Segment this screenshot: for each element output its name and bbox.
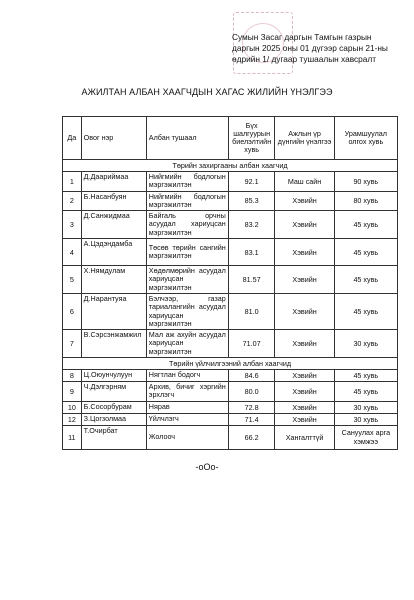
performance-result: Хэвийн	[275, 382, 334, 402]
performance-result: Хэвийн	[275, 293, 334, 329]
employee-name: Б.Насанбуян	[81, 191, 146, 211]
performance-result: Хэвийн	[275, 330, 334, 358]
bonus-percent: 45 хувь	[334, 382, 397, 402]
table-row	[63, 413, 398, 425]
table-row	[63, 370, 398, 382]
job-position: Мал аж ахуйн асуудал хариуцсан мэргэжилтэн	[146, 330, 228, 358]
row-number: 3	[63, 211, 82, 239]
row-number: 12	[63, 413, 82, 425]
table-row	[63, 382, 398, 402]
table-row	[63, 401, 398, 413]
employee-name: Х.Нямдулам	[81, 266, 146, 294]
row-number: 4	[63, 239, 82, 266]
col-position-header: Албан тушаал	[146, 117, 228, 160]
employee-name: Д.Нарантуяа	[81, 293, 146, 329]
criteria-score: 84.6	[228, 370, 275, 382]
col-result-header: Ажлын үр дүнгийн үнэлгээ	[275, 117, 334, 160]
performance-result: Хэвийн	[275, 370, 334, 382]
criteria-score: 81.0	[228, 293, 275, 329]
row-number: 7	[63, 330, 82, 358]
job-position: Нийгмийн бодлогын мэргэжилтэн	[146, 172, 228, 192]
performance-result: Хэвийн	[275, 413, 334, 425]
table-row	[63, 266, 398, 294]
section-row	[63, 160, 398, 172]
job-position: Нийгмийн бодлогын мэргэжилтэн	[146, 191, 228, 211]
job-position: Архив, бичиг хэргийн эрхлэгч	[146, 382, 228, 402]
employee-name: Д.Даариймаа	[81, 172, 146, 192]
performance-result: Маш сайн	[275, 172, 334, 192]
document-title: АЖИЛТАН АЛБАН ХААГЧДЫН ХАГАС ЖИЛИЙН ҮНЭЛГЭЭ	[81, 87, 333, 97]
order-annex-header	[232, 32, 412, 65]
row-number: 9	[63, 382, 82, 402]
performance-result: Хэвийн	[275, 239, 334, 266]
row-number: 6	[63, 293, 82, 329]
col-bonus-header: Урамшуулал олгох хувь	[334, 117, 397, 160]
performance-result: Хэвийн	[275, 266, 334, 294]
performance-result: Хэвийн	[275, 191, 334, 211]
bonus-percent: 45 хувь	[334, 293, 397, 329]
header-line: Сумын Засаг даргын Тамгын газрын	[232, 32, 372, 42]
table-row	[63, 239, 398, 266]
bonus-percent: Сануулах арга хэмжээ	[334, 425, 397, 449]
performance-result: Хэвийн	[275, 401, 334, 413]
bonus-percent: 90 хувь	[334, 172, 397, 192]
section-title: Төрийн үйлчилгээний албан хаагчид	[63, 358, 398, 370]
job-position: Байгаль орчны асуудал хариуцсан мэргэжилтэн	[146, 211, 228, 239]
bonus-percent: 80 хувь	[334, 191, 397, 211]
section-title: Төрийн захиргааны албан хаагчид	[63, 160, 398, 172]
table-row	[63, 425, 398, 449]
performance-result: Хангалттүй	[275, 425, 334, 449]
col-score-header: Бүх шалгуурын биелэлтийн хувь	[228, 117, 275, 160]
employee-name: Б.Сосорбурам	[81, 401, 146, 413]
bonus-percent: 30 хувь	[334, 330, 397, 358]
header-line: өдрийн 1/ дугаар тушаалын хавсралт	[232, 54, 377, 64]
job-position: Бэлчээр, газар тариалангийн асуудал хариуцсан мэргэжилтэн	[146, 293, 228, 329]
employee-name: Т.Очирбат	[81, 425, 146, 449]
bonus-percent: 45 хувь	[334, 370, 397, 382]
table-row	[63, 330, 398, 358]
criteria-score: 71.4	[228, 413, 275, 425]
employee-name: З.Цогзолмаа	[81, 413, 146, 425]
employee-name: В.Сэрсэнжамжил	[81, 330, 146, 358]
row-number: 10	[63, 401, 82, 413]
criteria-score: 66.2	[228, 425, 275, 449]
employee-name: Д.Санжидмаа	[81, 211, 146, 239]
employee-name: Ц.Оюунчулуун	[81, 370, 146, 382]
col-number-header: Да	[63, 117, 82, 160]
table-row	[63, 293, 398, 329]
bonus-percent: 45 хувь	[334, 266, 397, 294]
row-number: 8	[63, 370, 82, 382]
table-header-row	[63, 117, 398, 160]
job-position: Төсөв төрийн сангийн мэргэжилтэн	[146, 239, 228, 266]
job-position: Нягтлан бодогч	[146, 370, 228, 382]
bonus-percent: 45 хувь	[334, 211, 397, 239]
bonus-percent: 30 хувь	[334, 401, 397, 413]
job-position: Хөдөлмөрийн асуудал хариуцсан мэргэжилтэн	[146, 266, 228, 294]
bonus-percent: 45 хувь	[334, 239, 397, 266]
row-number: 1	[63, 172, 82, 192]
bonus-percent: 30 хувь	[334, 413, 397, 425]
job-position: Үйлчлэгч	[146, 413, 228, 425]
job-position: Жолооч	[146, 425, 228, 449]
criteria-score: 83.1	[228, 239, 275, 266]
criteria-score: 83.2	[228, 211, 275, 239]
table-row	[63, 172, 398, 192]
performance-result: Хэвийн	[275, 211, 334, 239]
job-position: Нярав	[146, 401, 228, 413]
evaluation-table	[62, 116, 398, 450]
table-body	[63, 160, 398, 450]
row-number: 2	[63, 191, 82, 211]
table-row	[63, 211, 398, 239]
criteria-score: 92.1	[228, 172, 275, 192]
section-row	[63, 358, 398, 370]
employee-name: Ч.Дэлгэрням	[81, 382, 146, 402]
header-line: даргын 2025 оны 01 дүгээр сарын 21-ны	[232, 43, 388, 53]
criteria-score: 72.8	[228, 401, 275, 413]
row-number: 5	[63, 266, 82, 294]
employee-name: А.Цэдэндамба	[81, 239, 146, 266]
document-end-mark: -oOo-	[195, 462, 219, 472]
criteria-score: 80.0	[228, 382, 275, 402]
row-number: 11	[63, 425, 82, 449]
criteria-score: 85.3	[228, 191, 275, 211]
criteria-score: 71.07	[228, 330, 275, 358]
table-row	[63, 191, 398, 211]
col-name-header: Овог нэр	[81, 117, 146, 160]
criteria-score: 81.57	[228, 266, 275, 294]
